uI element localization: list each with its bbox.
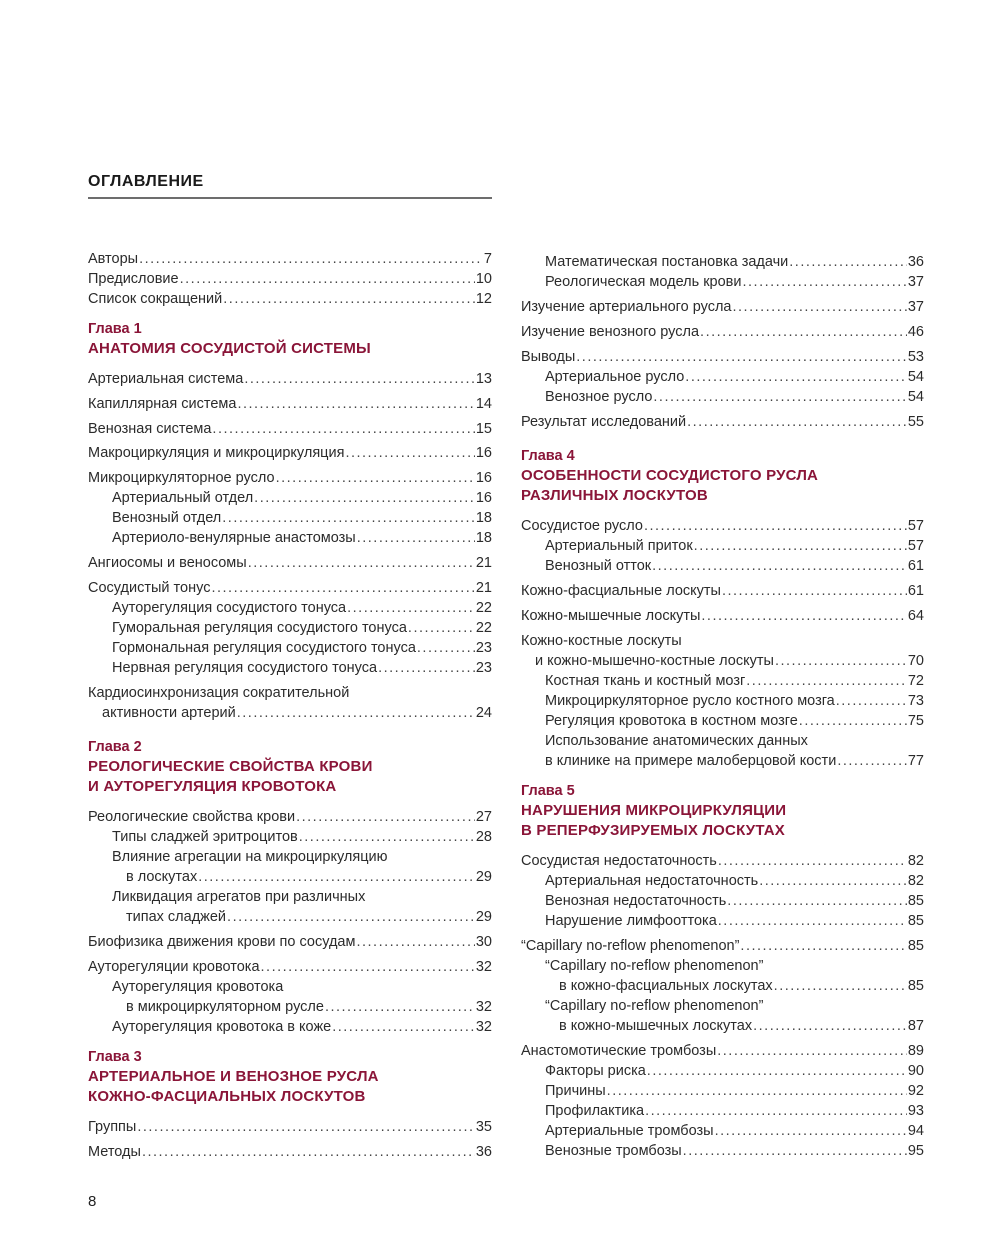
toc-entry[interactable]: активности артерий ..... 24: [102, 703, 492, 723]
chapter-title: АРТЕРИАЛЬНОЕ И ВЕНОЗНОЕ РУСЛА: [88, 1068, 379, 1085]
toc-entry[interactable]: Регуляция кровотока в костном мозге ..... 75: [545, 711, 924, 731]
toc-entry[interactable]: Сосудистая недостаточность ..... 82: [521, 851, 924, 871]
chapter-title: АНАТОМИЯ СОСУДИСТОЙ СИСТЕМЫ: [88, 340, 371, 357]
toc-entry-line[interactable]: Влияние агрегации на микроциркуляцию: [112, 849, 388, 865]
chapter-title: И АУТОРЕГУЛЯЦИЯ КРОВОТОКА: [88, 778, 337, 795]
toc-entry[interactable]: Макроциркуляция и микроциркуляция ..... 16: [88, 443, 492, 463]
toc-entry[interactable]: Ауторегуляция сосудистого тонуса ..... 22: [112, 598, 492, 618]
toc-entry[interactable]: Венозные тромбозы ..... 95: [545, 1141, 924, 1161]
toc-entry[interactable]: Артериальная система ..... 13: [88, 369, 492, 389]
toc-entry[interactable]: Артериоло-венулярные анастомозы ..... 18: [112, 528, 492, 548]
chapter-title: НАРУШЕНИЯ МИКРОЦИРКУЛЯЦИИ: [521, 802, 787, 819]
toc-entry[interactable]: Капиллярная система ..... 14: [88, 394, 492, 414]
toc-entry[interactable]: Изучение артериального русла ..... 37: [521, 297, 924, 317]
toc-entry[interactable]: в кожно-мышечных лоскутах ..... 87: [559, 1016, 924, 1036]
toc-entry[interactable]: в лоскутах ..... 29: [126, 867, 492, 887]
toc-entry[interactable]: Артериальные тромбозы ..... 94: [545, 1121, 924, 1141]
toc-entry[interactable]: Реологические свойства крови ..... 27: [88, 807, 492, 827]
toc-entry[interactable]: Список сокращений ..... 12: [88, 289, 492, 309]
toc-entry[interactable]: Изучение венозного русла ..... 46: [521, 322, 924, 342]
toc-entry[interactable]: Профилактика ..... 93: [545, 1101, 924, 1121]
toc-entry-line[interactable]: “Capillary no-reflow phenomenon”: [545, 998, 764, 1014]
toc-entry-line[interactable]: “Capillary no-reflow phenomenon”: [545, 958, 764, 974]
chapter-title: В РЕПЕРФУЗИРУЕМЫХ ЛОСКУТАХ: [521, 822, 785, 839]
toc-entry[interactable]: типах сладжей ..... 29: [126, 907, 492, 927]
toc-entry[interactable]: и кожно-мышечно-костные лоскуты ..... 70: [535, 651, 924, 671]
toc-title: ОГЛАВЛЕНИЕ: [88, 173, 204, 190]
toc-entry[interactable]: Гуморальная регуляция сосудистого тонуса ..... 22: [112, 618, 492, 638]
toc-entry[interactable]: Венозный отдел ..... 18: [112, 508, 492, 528]
toc-entry-line[interactable]: Кардиосинхронизация сократительной: [88, 685, 350, 701]
toc-entry[interactable]: Ауторегуляции кровотока ..... 32: [88, 957, 492, 977]
toc-entry[interactable]: Сосудистое русло ..... 57: [521, 516, 924, 536]
title-rule: [88, 197, 492, 199]
chapter-label: Глава 5: [521, 783, 575, 799]
toc-entry[interactable]: Артериальный отдел ..... 16: [112, 488, 492, 508]
toc-entry-line[interactable]: Кожно-костные лоскуты: [521, 633, 682, 649]
toc-entry[interactable]: Венозная недостаточность ..... 85: [545, 891, 924, 911]
toc-entry[interactable]: в кожно-фасциальных лоскутах ..... 85: [559, 976, 924, 996]
toc-entry[interactable]: Венозное русло ..... 54: [545, 387, 924, 407]
toc-entry[interactable]: Сосудистый тонус ..... 21: [88, 578, 492, 598]
toc-entry[interactable]: Венозный отток ..... 61: [545, 556, 924, 576]
toc-entry[interactable]: Артериальный приток ..... 57: [545, 536, 924, 556]
toc-entry[interactable]: в микроциркуляторном русле ..... 32: [126, 997, 492, 1017]
chapter-title: РАЗЛИЧНЫХ ЛОСКУТОВ: [521, 487, 708, 504]
toc-entry[interactable]: Микроциркуляторное русло костного мозга ..... 73: [545, 691, 924, 711]
toc-entry[interactable]: Авторы ..... 7: [88, 249, 492, 269]
toc-entry[interactable]: Ангиосомы и веносомы ..... 21: [88, 553, 492, 573]
toc-entry[interactable]: Нарушение лимфооттока ..... 85: [545, 911, 924, 931]
chapter-title: КОЖНО-ФАСЦИАЛЬНЫХ ЛОСКУТОВ: [88, 1088, 366, 1105]
toc-entry-line[interactable]: Использование анатомических данных: [545, 733, 808, 749]
toc-entry[interactable]: Костная ткань и костный мозг ..... 72: [545, 671, 924, 691]
toc-entry[interactable]: Методы ..... 36: [88, 1142, 492, 1162]
toc-entry[interactable]: Результат исследований ..... 55: [521, 412, 924, 432]
toc-entry[interactable]: Факторы риска ..... 90: [545, 1061, 924, 1081]
toc-entry[interactable]: Выводы ..... 53: [521, 347, 924, 367]
toc-entry[interactable]: Ауторегуляция кровотока в коже ..... 32: [112, 1017, 492, 1037]
toc-entry[interactable]: Микроциркуляторное русло ..... 16: [88, 468, 492, 488]
toc-entry[interactable]: в клинике на примере малоберцовой кости ..... 77: [545, 751, 924, 771]
toc-entry[interactable]: Математическая постановка задачи ..... 36: [545, 252, 924, 272]
toc-entry-line[interactable]: Ауторегуляция кровотока: [112, 979, 284, 995]
chapter-title: ОСОБЕННОСТИ СОСУДИСТОГО РУСЛА: [521, 467, 819, 484]
toc-entry[interactable]: Кожно-мышечные лоскуты ..... 64: [521, 606, 924, 626]
toc-entry[interactable]: Гормональная регуляция сосудистого тонуса ..... 23: [112, 638, 492, 658]
toc-entry[interactable]: Кожно-фасциальные лоскуты ..... 61: [521, 581, 924, 601]
toc-entry[interactable]: Причины ..... 92: [545, 1081, 924, 1101]
chapter-label: Глава 2: [88, 739, 142, 755]
toc-entry[interactable]: Реологическая модель крови ..... 37: [545, 272, 924, 292]
chapter-label: Глава 1: [88, 321, 142, 337]
toc-entry[interactable]: Биофизика движения крови по сосудам ..... 30: [88, 932, 492, 952]
toc-entry[interactable]: Венозная система ..... 15: [88, 419, 492, 439]
toc-entry[interactable]: “Capillary no-reflow phenomenon” ..... 85: [521, 936, 924, 956]
page-number: 8: [88, 1193, 97, 1210]
chapter-title: РЕОЛОГИЧЕСКИЕ СВОЙСТВА КРОВИ: [88, 758, 373, 775]
toc-entry-line[interactable]: Ликвидация агрегатов при различных: [112, 889, 366, 905]
toc-entry[interactable]: Артериальное русло ..... 54: [545, 367, 924, 387]
toc-entry[interactable]: Типы сладжей эритроцитов ..... 28: [112, 827, 492, 847]
toc-entry[interactable]: Нервная регуляция сосудистого тонуса ..... 23: [112, 658, 492, 678]
toc-entry[interactable]: Группы ..... 35: [88, 1117, 492, 1137]
chapter-label: Глава 4: [521, 448, 575, 464]
toc-entry[interactable]: Артериальная недостаточность ..... 82: [545, 871, 924, 891]
chapter-label: Глава 3: [88, 1049, 142, 1065]
toc-entry[interactable]: Предисловие ..... 10: [88, 269, 492, 289]
toc-entry[interactable]: Анастомотические тромбозы ..... 89: [521, 1041, 924, 1061]
